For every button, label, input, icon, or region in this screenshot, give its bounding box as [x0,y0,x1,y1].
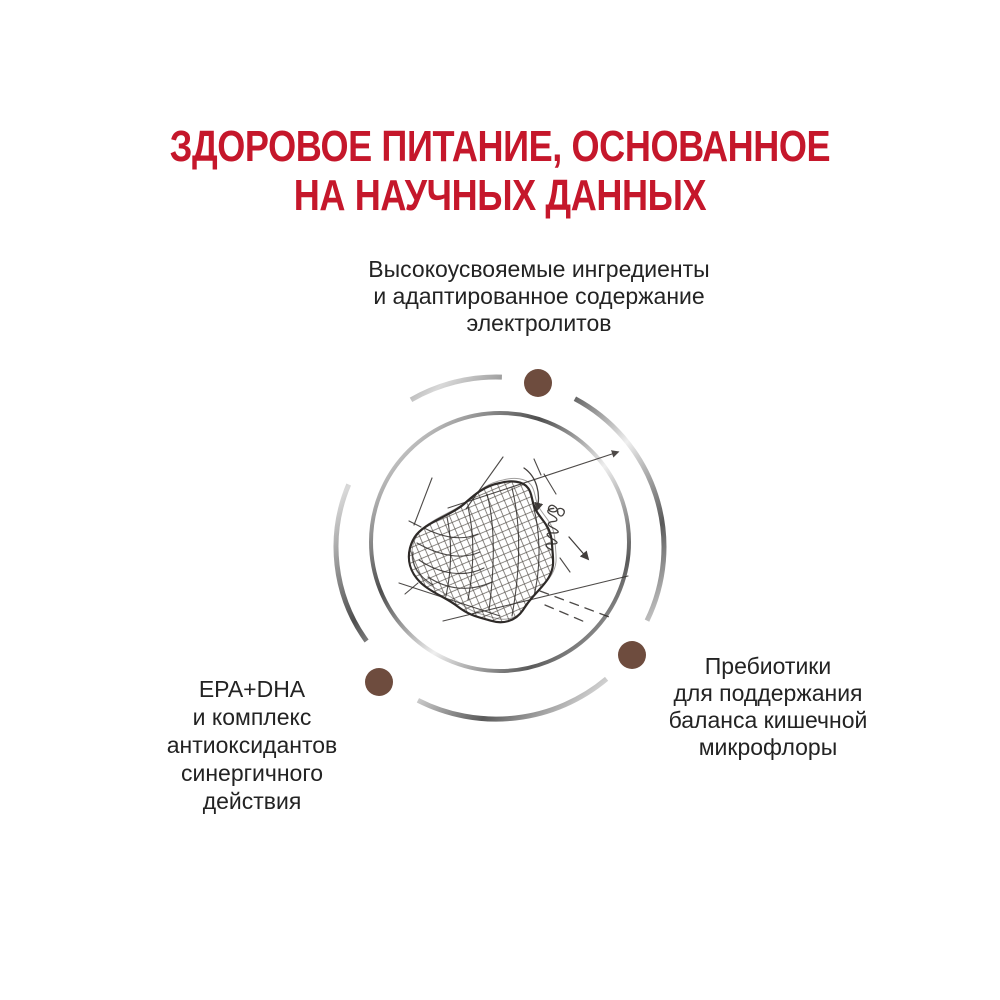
feature-top-line: электролитов [466,310,612,336]
feature-left-line: действия [202,788,302,814]
kibble-sketch-icon [399,452,628,622]
ring-arc-left [336,485,367,642]
feature-left-line: синергичного [180,760,324,786]
ring-arc-top-left [411,377,502,400]
feature-right-line: Пребиотики [704,653,832,679]
feature-top-line: и адаптированное содержание [373,283,705,309]
feature-right-line: для поддержания [673,680,863,706]
headline-line-2: НА НАУЧНЫХ ДАННЫХ [293,171,707,220]
headline-line-1: ЗДОРОВОЕ ПИТАНИЕ, ОСНОВАННОЕ [169,122,831,171]
feature-right-line: микрофлоры [698,734,838,760]
feature-right-line: баланса кишечной [668,707,868,733]
feature-left-line: и комплекс [192,704,312,730]
ring-arc-bottom [418,679,607,719]
feature-right-prebiotics [618,653,918,761]
feature-top-line: Высокоусвояемые ингредиенты [368,256,710,282]
feature-left-epa-dha [102,675,402,815]
ring-dot-top [524,369,552,397]
feature-left-line: антиоксидантов [166,732,338,758]
feature-left-line: EPA+DHA [198,676,306,702]
